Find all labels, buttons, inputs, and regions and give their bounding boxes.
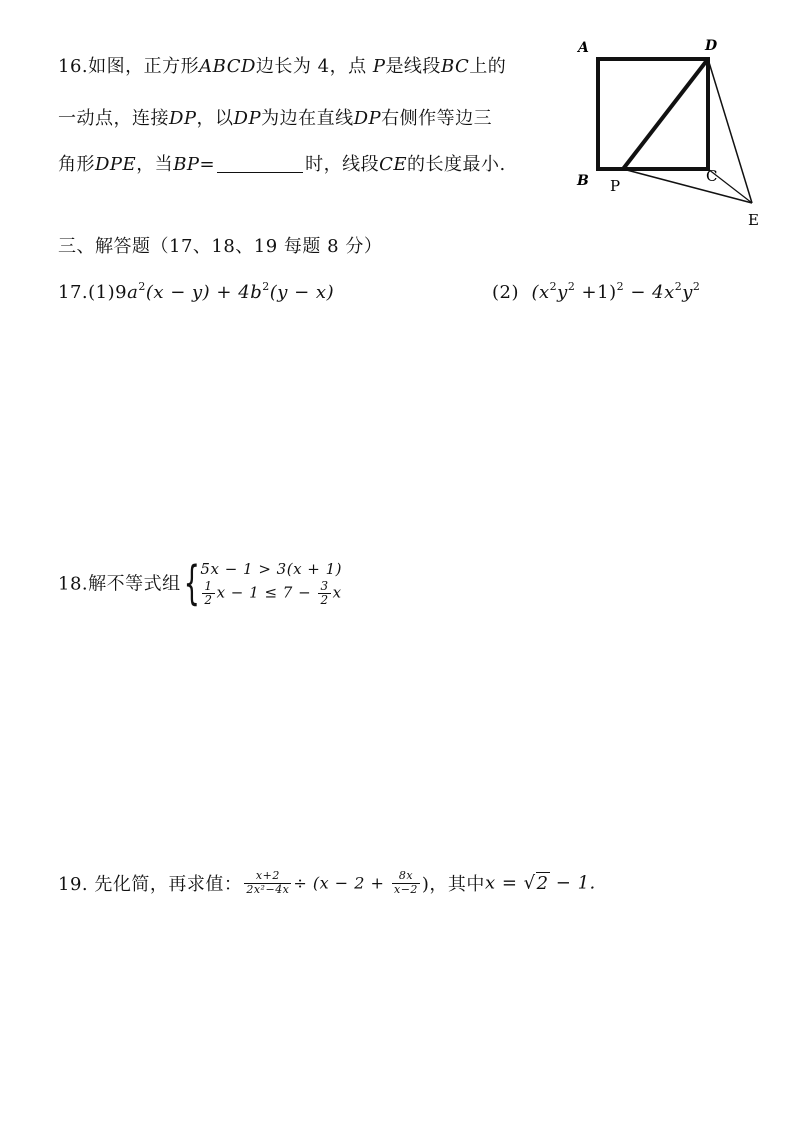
q16-geometry-figure xyxy=(565,30,775,235)
inequality-lines: 5x − 1 > 3(x + 1) $\frac{1}{2}$ x − 1 ≤ 7 − $\frac{3}{2}$ x xyxy=(200,560,343,608)
label-d: D xyxy=(705,38,718,54)
q16-line-2: 一动点，连接DP，以DP为边在直线DP右侧作等边三 xyxy=(58,108,493,129)
section-3-heading: 三、解答题（17、18、19 每题 8 分） xyxy=(58,236,383,257)
label-a: A xyxy=(578,40,589,56)
label-e: E xyxy=(748,211,759,229)
segment-dp xyxy=(623,59,708,169)
label-b: B xyxy=(577,173,589,189)
q17-part-2: (2) $(x^2y^2 +1)^2 - 4x^2y^2$ xyxy=(492,280,701,303)
segment-pe xyxy=(623,169,752,203)
label-p: P xyxy=(610,177,621,195)
label-c: C xyxy=(706,167,718,185)
q16-line-3: 角形DPE，当BP= 时，线段CE的长度最小. xyxy=(58,154,506,175)
brace-symbol: { xyxy=(183,555,200,610)
q18-inequality-system: 18.解不等式组{ 5x − 1 > 3(x + 1) $\frac{1}{2}$ x − 1 ≤ 7 − $\frac{3}{2}$ x xyxy=(58,555,343,610)
square-abcd xyxy=(598,59,708,169)
q17-part-1: $17.(1)9a^2(x - y) + 4b^2(y - x)$ xyxy=(58,280,335,303)
q19-simplify: 19. 先化简，再求值： $\frac{x+2}{\text{2x²−4x}}$ ÷ (x − 2 + $\frac{8x}{x-2}$ )，其中x = √2 − 1. xyxy=(58,869,596,896)
q16-line-1: 16.如图，正方形ABCD边长为 4，点 P是线段BC上的 xyxy=(58,56,507,77)
answer-blank[interactable] xyxy=(217,154,303,173)
